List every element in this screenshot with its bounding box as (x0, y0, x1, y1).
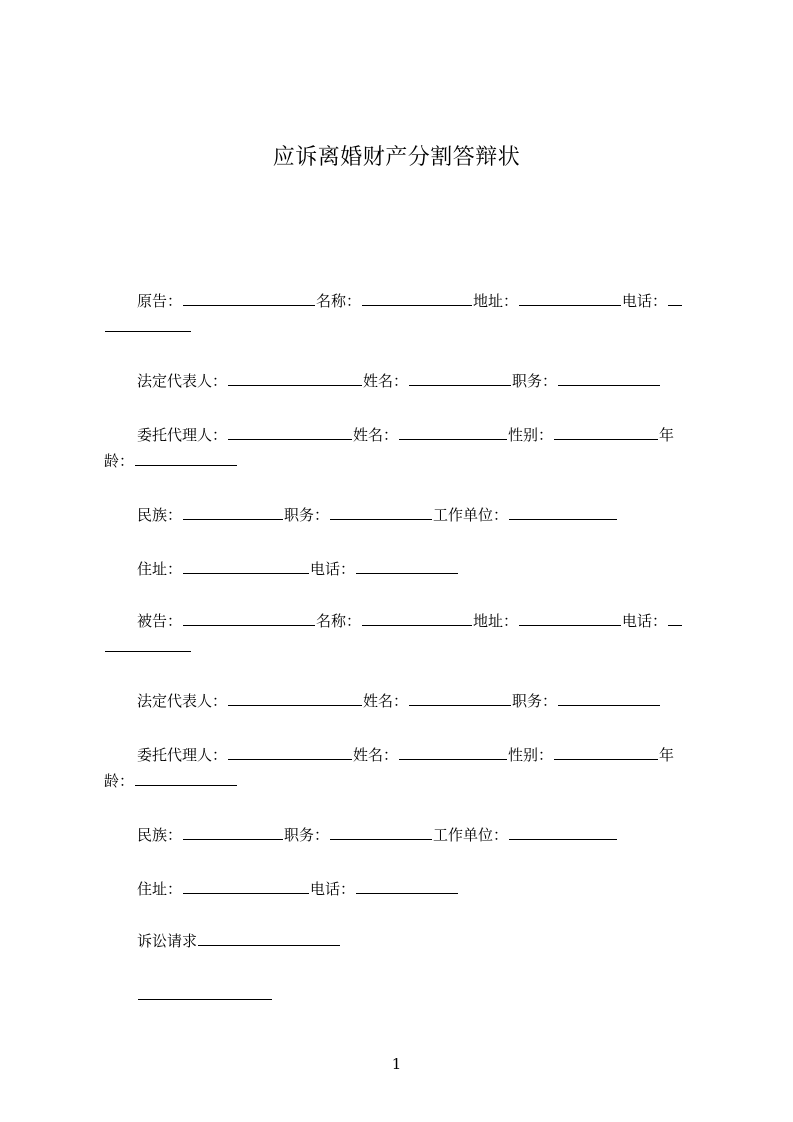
person-name-blank[interactable] (409, 369, 511, 386)
defendant-agent-row (104, 742, 704, 794)
phone-blank[interactable] (356, 877, 458, 894)
position-label: 职务： (284, 826, 330, 844)
defendant-residence-row (104, 876, 704, 902)
legal-rep-label: 法定代表人： (137, 372, 228, 390)
work-unit-label: 工作单位： (433, 826, 509, 844)
document-title: 应诉离婚财产分割答辩状 (272, 145, 521, 170)
person-name-label: 姓名： (353, 746, 399, 764)
age-label-part2: 龄： (104, 452, 135, 470)
residence-blank[interactable] (183, 877, 309, 894)
name-blank[interactable] (362, 609, 472, 626)
agent-blank[interactable] (228, 743, 352, 760)
position-blank[interactable] (330, 503, 432, 520)
position-label: 职务： (512, 692, 558, 710)
work-unit-label: 工作单位： (433, 506, 509, 524)
person-name-blank[interactable] (399, 423, 507, 440)
name-label: 名称： (316, 292, 362, 310)
phone-label: 电话： (622, 292, 668, 310)
person-name-label: 姓名： (363, 372, 409, 390)
ethnicity-label: 民族： (137, 826, 183, 844)
ethnicity-blank[interactable] (183, 823, 283, 840)
claims-label: 诉讼请求 (137, 932, 198, 950)
residence-blank[interactable] (183, 557, 309, 574)
person-name-blank[interactable] (409, 689, 511, 706)
address-label: 地址： (473, 292, 519, 310)
defendant-legal-rep-row (104, 688, 704, 714)
address-blank[interactable] (519, 289, 621, 306)
person-name-label: 姓名： (363, 692, 409, 710)
claims-blank[interactable] (198, 929, 340, 946)
person-name-blank[interactable] (399, 743, 507, 760)
phone-blank-continued[interactable] (105, 315, 191, 332)
legal-rep-blank[interactable] (228, 689, 362, 706)
agent-blank[interactable] (228, 423, 352, 440)
position-blank[interactable] (558, 369, 660, 386)
position-label: 职务： (284, 506, 330, 524)
plaintiff-residence-row (104, 556, 704, 582)
position-blank[interactable] (558, 689, 660, 706)
defendant-ethnicity-row (104, 822, 704, 848)
legal-rep-blank[interactable] (228, 369, 362, 386)
age-label-part1: 年 (659, 426, 675, 444)
residence-label: 住址： (137, 560, 183, 578)
plaintiff-row (104, 288, 704, 340)
page-number: 1 (391, 1055, 402, 1073)
work-unit-blank[interactable] (509, 503, 617, 520)
age-label-part2: 龄： (104, 772, 135, 790)
phone-blank[interactable] (356, 557, 458, 574)
claims-blank-continued[interactable] (138, 983, 272, 1000)
ethnicity-label: 民族： (137, 506, 183, 524)
ethnicity-blank[interactable] (183, 503, 283, 520)
age-label-part1: 年 (659, 746, 675, 764)
plaintiff-agent-row (104, 422, 704, 474)
phone-blank[interactable] (668, 609, 682, 626)
gender-blank[interactable] (554, 743, 658, 760)
residence-label: 住址： (137, 880, 183, 898)
claims-continuation-row (104, 982, 704, 1008)
address-blank[interactable] (519, 609, 621, 626)
position-label: 职务： (512, 372, 558, 390)
phone-label: 电话： (622, 612, 668, 630)
phone-blank-continued[interactable] (105, 635, 191, 652)
phone-blank[interactable] (668, 289, 682, 306)
work-unit-blank[interactable] (509, 823, 617, 840)
defendant-blank[interactable] (183, 609, 315, 626)
defendant-row (104, 608, 704, 660)
age-blank[interactable] (135, 769, 237, 786)
phone-label: 电话： (310, 560, 356, 578)
plaintiff-blank[interactable] (183, 289, 315, 306)
name-blank[interactable] (362, 289, 472, 306)
defendant-label: 被告： (137, 612, 183, 630)
claims-row (104, 928, 704, 954)
address-label: 地址： (473, 612, 519, 630)
plaintiff-label: 原告： (137, 292, 183, 310)
agent-label: 委托代理人： (137, 426, 228, 444)
plaintiff-ethnicity-row (104, 502, 704, 528)
agent-label: 委托代理人： (137, 746, 228, 764)
legal-rep-label: 法定代表人： (137, 692, 228, 710)
gender-label: 性别： (508, 746, 554, 764)
plaintiff-legal-rep-row (104, 368, 704, 394)
age-blank[interactable] (135, 449, 237, 466)
gender-blank[interactable] (554, 423, 658, 440)
phone-label: 电话： (310, 880, 356, 898)
gender-label: 性别： (508, 426, 554, 444)
name-label: 名称： (316, 612, 362, 630)
person-name-label: 姓名： (353, 426, 399, 444)
position-blank[interactable] (330, 823, 432, 840)
